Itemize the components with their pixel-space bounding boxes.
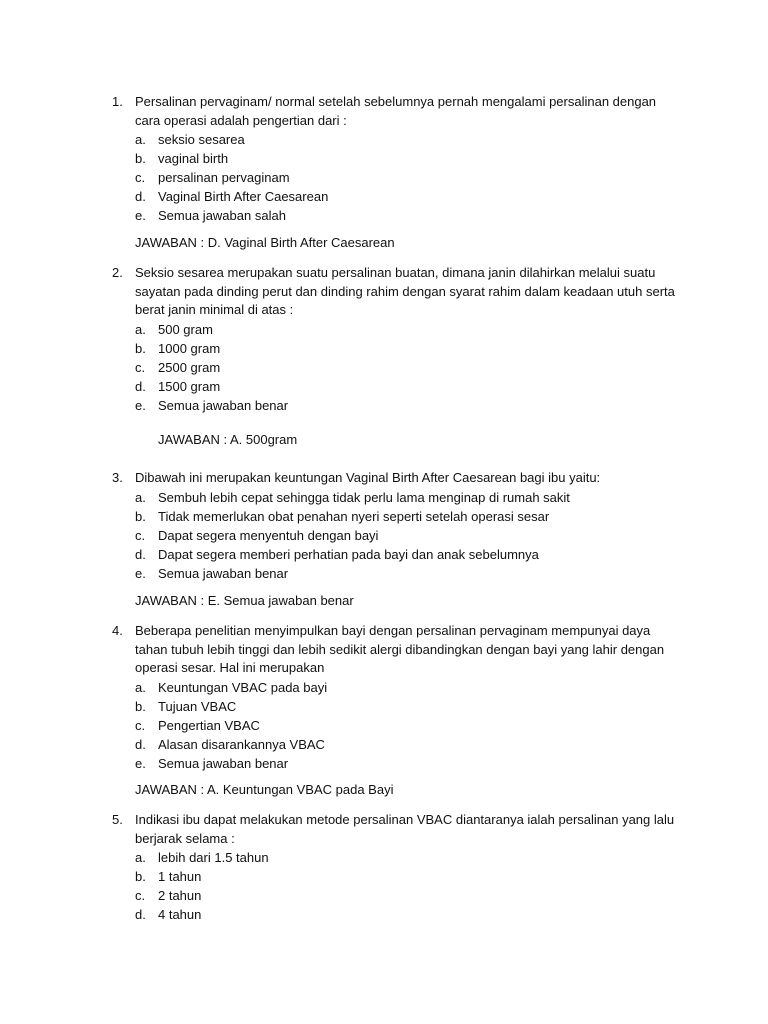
option-e <box>135 754 682 773</box>
option-b <box>135 867 682 886</box>
option-text: Dapat segera menyentuh dengan bayi <box>158 527 379 543</box>
option-text: Dapat segera memberi perhatian pada bayi dan anak sebelumnya <box>158 546 539 562</box>
option-text: Semua jawaban benar <box>158 397 289 413</box>
option-a <box>135 488 682 507</box>
option-list <box>135 320 682 415</box>
option-letter: e. <box>135 565 146 581</box>
option-e <box>135 396 682 415</box>
option-list <box>135 130 682 225</box>
option-d <box>135 377 682 396</box>
option-letter: e. <box>135 755 146 771</box>
question-2 <box>112 264 682 415</box>
option-text: Tidak memerlukan obat penahan nyeri seperti setelah operasi sesar <box>158 508 550 524</box>
option-b <box>135 507 682 526</box>
question-1-stem <box>112 93 682 130</box>
answer-1: JAWABAN : D. Vaginal Birth After Caesarean <box>135 235 395 250</box>
option-text: Sembuh lebih cepat sehingga tidak perlu lama menginap di rumah sakit <box>158 489 570 505</box>
answer-3: JAWABAN : E. Semua jawaban benar <box>135 593 354 608</box>
question-number: 1. <box>112 94 123 109</box>
option-a <box>135 130 682 149</box>
question-number: 2. <box>112 265 123 280</box>
question-4 <box>112 622 682 773</box>
option-letter: d. <box>135 378 146 394</box>
question-text: Dibawah ini merupakan keuntungan Vaginal Birth After Caesarean bagi ibu yaitu: <box>135 470 601 485</box>
option-c <box>135 358 682 377</box>
question-3 <box>112 469 682 583</box>
option-text: Keuntungan VBAC pada bayi <box>158 679 328 695</box>
option-letter: b. <box>135 340 146 356</box>
option-text: Semua jawaban benar <box>158 565 289 581</box>
question-text: Seksio sesarea merupakan suatu persalinan buatan, dimana janin dilahirkan melalui suatu sayatan pada dinding perut dan dinding rahim dengan syarat rahim dalam keadaan utuh serta berat janin minimal di atas : <box>135 265 675 318</box>
question-number: 4. <box>112 623 123 638</box>
option-a <box>135 320 682 339</box>
option-a <box>135 848 682 867</box>
option-letter: c. <box>135 888 146 904</box>
option-letter: d. <box>135 546 146 562</box>
option-letter: e. <box>135 397 146 413</box>
option-letter: a. <box>135 679 146 695</box>
option-letter: d. <box>135 189 146 205</box>
option-text: Vaginal Birth After Caesarean <box>158 189 329 205</box>
option-letter: a. <box>135 489 146 505</box>
option-letter: a. <box>135 132 146 148</box>
option-d <box>135 545 682 564</box>
option-b <box>135 149 682 168</box>
option-letter: d. <box>135 736 146 752</box>
answer-4: JAWABAN : A. Keuntungan VBAC pada Bayi <box>135 782 394 797</box>
option-letter: b. <box>135 151 146 167</box>
option-text: persalinan pervaginam <box>158 170 290 186</box>
option-letter: b. <box>135 698 146 714</box>
option-text: Semua jawaban benar <box>158 755 289 771</box>
option-e <box>135 564 682 583</box>
option-text: seksio sesarea <box>158 132 245 148</box>
question-number: 5. <box>112 812 123 827</box>
option-c <box>135 716 682 735</box>
question-text: Indikasi ibu dapat melakukan metode persalinan VBAC diantaranya ialah persalinan yang lalu berjarak selama : <box>135 812 675 846</box>
option-letter: e. <box>135 208 146 224</box>
option-text: Alasan disarankannya VBAC <box>158 736 325 752</box>
option-d <box>135 735 682 754</box>
question-5 <box>112 811 682 924</box>
option-letter: a. <box>135 850 146 866</box>
option-c <box>135 168 682 187</box>
option-a <box>135 678 682 697</box>
option-letter: c. <box>135 359 146 375</box>
option-text: 1 tahun <box>158 869 202 885</box>
option-d <box>135 905 682 924</box>
option-letter: a. <box>135 321 146 337</box>
option-list <box>135 848 682 924</box>
question-3-stem <box>112 469 682 488</box>
option-text: 500 gram <box>158 321 213 337</box>
option-b <box>135 339 682 358</box>
option-text: 2500 gram <box>158 359 221 375</box>
option-list <box>135 678 682 773</box>
option-letter: b. <box>135 508 146 524</box>
option-text: Semua jawaban salah <box>158 208 286 224</box>
answer-2: JAWABAN : A. 500gram <box>158 432 298 447</box>
option-letter: c. <box>135 170 146 186</box>
option-text: 1000 gram <box>158 340 221 356</box>
option-text: lebih dari 1.5 tahun <box>158 850 269 866</box>
option-e <box>135 206 682 225</box>
option-text: 1500 gram <box>158 378 221 394</box>
option-text: Tujuan VBAC <box>158 698 237 714</box>
option-text: 2 tahun <box>158 888 202 904</box>
question-4-stem <box>112 622 682 678</box>
option-c <box>135 886 682 905</box>
option-text: Pengertian VBAC <box>158 717 260 733</box>
option-text: vaginal birth <box>158 151 229 167</box>
option-d <box>135 187 682 206</box>
option-text: 4 tahun <box>158 907 202 923</box>
question-number: 3. <box>112 470 123 485</box>
option-letter: b. <box>135 869 146 885</box>
question-text: Beberapa penelitian menyimpulkan bayi dengan persalinan pervaginam mempunyai daya tahan tubuh lebih tinggi dan lebih sedikit alergi dibandingkan dengan bayi yang lahir dengan operasi sesar. Hal ini merupakan <box>135 623 665 676</box>
question-2-stem <box>112 264 682 320</box>
option-list <box>135 488 682 583</box>
option-c <box>135 526 682 545</box>
question-5-stem <box>112 811 682 848</box>
option-letter: c. <box>135 717 146 733</box>
option-b <box>135 697 682 716</box>
option-letter: c. <box>135 527 146 543</box>
question-text: Persalinan pervaginam/ normal setelah sebelumnya pernah mengalami persalinan dengan cara operasi adalah pengertian dari : <box>135 94 657 128</box>
option-letter: d. <box>135 907 146 923</box>
question-1 <box>112 93 682 225</box>
